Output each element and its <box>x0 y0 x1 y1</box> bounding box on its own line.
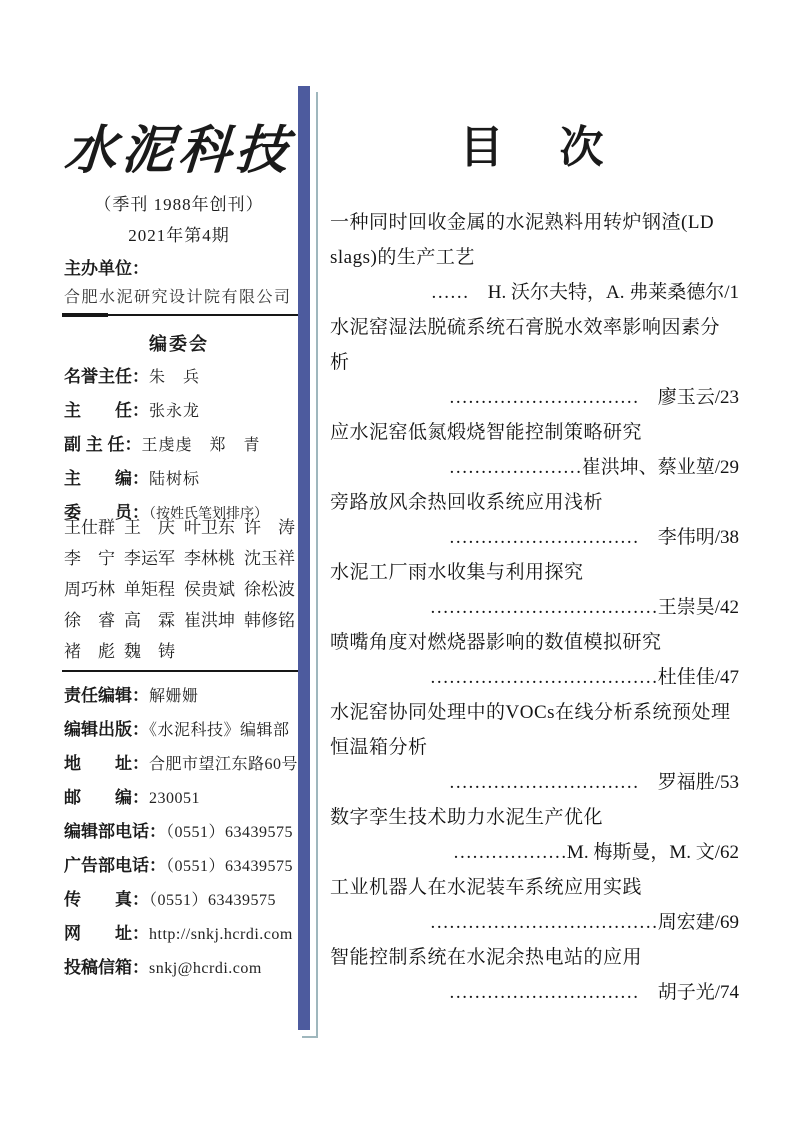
member-name: 李林桃 <box>184 549 235 568</box>
article-leader-dots: ……………………………… <box>429 912 658 933</box>
article-authors: 周宏建 <box>657 912 715 933</box>
article-byline <box>330 975 739 1010</box>
article-byline <box>330 275 739 310</box>
member-name: 魏 铸 <box>124 642 175 661</box>
article-item <box>330 415 739 485</box>
editorial-board-heading: 编委会 <box>149 334 209 354</box>
member-name: 崔洪坤 <box>184 611 235 630</box>
article-leader-dots: ………………………… <box>448 772 658 793</box>
article-leader-dots: ……………………………… <box>429 667 658 688</box>
member-name: 李运军 <box>124 549 175 568</box>
member-name: 王 庆 <box>124 518 175 537</box>
article-authors: 王崇昊 <box>657 597 715 618</box>
pub-info-row <box>64 883 314 917</box>
pub-info-value: （0551）63439575 <box>166 824 294 841</box>
article-page-number: /47 <box>714 667 739 688</box>
article-authors: 罗福胜 <box>657 772 715 793</box>
role-row <box>64 360 304 394</box>
article-title: 喷嘴角度对燃烧器影响的数值模拟研究 <box>330 632 662 653</box>
article-item <box>330 555 739 625</box>
member-name: 徐 睿 <box>64 611 115 630</box>
role-label: 主 任： <box>64 401 149 420</box>
pub-info-label: 地 址： <box>64 754 149 773</box>
article-authors: 胡子光 <box>657 982 715 1003</box>
pub-info-website: http://snkj.hcrdi.com <box>149 926 293 943</box>
toc-heading: 目 次 <box>459 122 610 173</box>
member-row <box>64 605 304 636</box>
article-byline <box>330 835 739 870</box>
article-title: 一种同时回收金属的水泥熟料用转炉钢渣(LD slags)的生产工艺 <box>330 212 715 268</box>
article-title: 水泥窑协同处理中的VOCs在线分析系统预处理恒温箱分析 <box>330 702 731 758</box>
role-value: 朱 兵 <box>149 369 201 386</box>
article-byline <box>330 590 739 625</box>
pub-info-value: （0551）63439575 <box>149 892 277 909</box>
member-name: 许 涛 <box>244 518 295 537</box>
pub-info-label: 编辑部电话： <box>64 822 166 841</box>
article-title: 应水泥窑低氮煅烧智能控制策略研究 <box>330 422 643 443</box>
member-name: 沈玉祥 <box>244 549 295 568</box>
article-byline <box>330 450 739 485</box>
article-page-number: /23 <box>714 387 739 408</box>
role-value: 王虔虔 郑 青 <box>141 437 261 454</box>
role-label: 名誉主任： <box>64 367 149 386</box>
pub-info-row <box>64 781 314 815</box>
role-value: 陆树标 <box>149 471 201 488</box>
member-row <box>64 636 304 667</box>
issue-number: 2021年第4期 <box>128 226 230 245</box>
article-leader-dots: ……………… <box>452 842 567 863</box>
pub-info-value: 《水泥科技》编辑部 <box>149 722 290 739</box>
role-label: 委 员： <box>64 503 149 522</box>
article-authors: 李伟明 <box>657 527 715 548</box>
role-row <box>64 428 304 462</box>
article-authors: 崔洪坤、蔡业堃 <box>581 457 715 478</box>
member-row <box>64 512 304 543</box>
article-item <box>330 940 739 1010</box>
article-byline <box>330 765 739 800</box>
table-of-contents <box>330 118 739 1010</box>
article-page-number: /62 <box>714 842 739 863</box>
article-byline <box>330 380 739 415</box>
pub-info-label: 编辑出版： <box>64 720 149 739</box>
article-page-number: /38 <box>714 527 739 548</box>
article-authors: 廖玉云 <box>657 387 715 408</box>
article-leader-dots: ……………………………… <box>429 597 658 618</box>
article-item <box>330 695 739 800</box>
editorial-board-roles <box>64 360 304 531</box>
article-leader-dots: ………………………… <box>448 527 658 548</box>
pub-info-row <box>64 713 314 747</box>
pub-info-value: 解姗姗 <box>149 688 199 705</box>
pub-info-label: 投稿信箱： <box>64 958 149 977</box>
article-page-number: /1 <box>724 282 739 303</box>
role-note: （按姓氏笔划排序） <box>149 507 268 522</box>
role-value: 张永龙 <box>149 403 201 420</box>
organizer-label: 主办单位： <box>64 259 149 278</box>
pub-info-row <box>64 917 314 951</box>
article-leader-dots: ………………………… <box>448 982 658 1003</box>
role-label: 副 主 任： <box>64 435 142 454</box>
article-item <box>330 310 739 415</box>
article-item <box>330 485 739 555</box>
article-authors: H. 沃尔夫特，A. 弗莱桑德尔 <box>487 282 725 303</box>
role-label: 主 编： <box>64 469 149 488</box>
article-byline <box>330 660 739 695</box>
article-authors: 杜佳佳 <box>657 667 715 688</box>
pub-info-row <box>64 951 314 985</box>
article-page-number: /69 <box>714 912 739 933</box>
pub-info-label: 责任编辑： <box>64 686 149 705</box>
pub-info-row <box>64 747 314 781</box>
member-name: 徐松波 <box>244 580 295 599</box>
publishing-info <box>64 679 314 985</box>
pub-info-label: 传 真： <box>64 890 149 909</box>
member-name: 侯贵斌 <box>184 580 235 599</box>
pub-info-label: 邮 编： <box>64 788 149 807</box>
article-item <box>330 870 739 940</box>
member-row <box>64 543 304 574</box>
article-title: 水泥窑湿法脱硫系统石膏脱水效率影响因素分析 <box>330 317 721 373</box>
member-name: 王仕群 <box>64 518 115 537</box>
article-title: 水泥工厂雨水收集与利用探究 <box>330 562 584 583</box>
article-item <box>330 205 739 310</box>
member-name: 韩修铭 <box>244 611 295 630</box>
divider-shadow-vertical <box>316 92 318 1038</box>
article-title: 数字孪生技术助力水泥生产优化 <box>330 807 604 828</box>
member-row <box>64 574 304 605</box>
role-row <box>64 462 304 496</box>
vertical-divider-bar <box>298 86 310 1030</box>
article-title: 旁路放风余热回收系统应用浅析 <box>330 492 604 513</box>
member-name: 李 宁 <box>64 549 115 568</box>
pub-info-value: 230051 <box>149 790 200 807</box>
divider-shadow-bottom <box>302 1036 318 1038</box>
article-page-number: /42 <box>714 597 739 618</box>
editorial-board-members <box>64 512 304 667</box>
article-page-number: /29 <box>714 457 739 478</box>
pub-info-row <box>64 849 314 883</box>
article-item <box>330 800 739 870</box>
article-item <box>330 625 739 695</box>
article-leader-dots: ………………………… <box>448 387 658 408</box>
member-name: 周巧林 <box>64 580 115 599</box>
article-leader-dots: …… <box>430 282 488 303</box>
article-page-number: /74 <box>714 982 739 1003</box>
journal-subtitle: （季刊 1988年创刊） <box>94 195 264 214</box>
member-name: 叶卫东 <box>184 518 235 537</box>
member-name: 褚 彪 <box>64 642 115 661</box>
pub-info-label: 网 址： <box>64 924 149 943</box>
journal-logo: 水泥科技 <box>62 120 295 181</box>
article-byline <box>330 905 739 940</box>
article-authors: M. 梅斯曼，M. 文 <box>566 842 715 863</box>
separator-thick-segment <box>62 313 108 317</box>
pub-info-email: snkj@hcrdi.com <box>149 960 262 977</box>
separator-line-bottom <box>62 670 300 672</box>
pub-info-value: （0551）63439575 <box>166 858 294 875</box>
pub-info-value: 合肥市望江东路60号 <box>149 756 299 773</box>
article-page-number: /53 <box>714 772 739 793</box>
article-byline <box>330 520 739 555</box>
article-leader-dots: ………………… <box>448 457 582 478</box>
organizer-name: 合肥水泥研究设计院有限公司 <box>64 289 292 306</box>
role-row <box>64 394 304 428</box>
article-title: 智能控制系统在水泥余热电站的应用 <box>330 947 643 968</box>
member-name: 单矩程 <box>124 580 175 599</box>
member-name: 高 霖 <box>124 611 175 630</box>
separator-line-top <box>62 314 300 316</box>
pub-info-row <box>64 679 314 713</box>
pub-info-row <box>64 815 314 849</box>
article-title: 工业机器人在水泥装车系统应用实践 <box>330 877 643 898</box>
pub-info-label: 广告部电话： <box>64 856 166 875</box>
